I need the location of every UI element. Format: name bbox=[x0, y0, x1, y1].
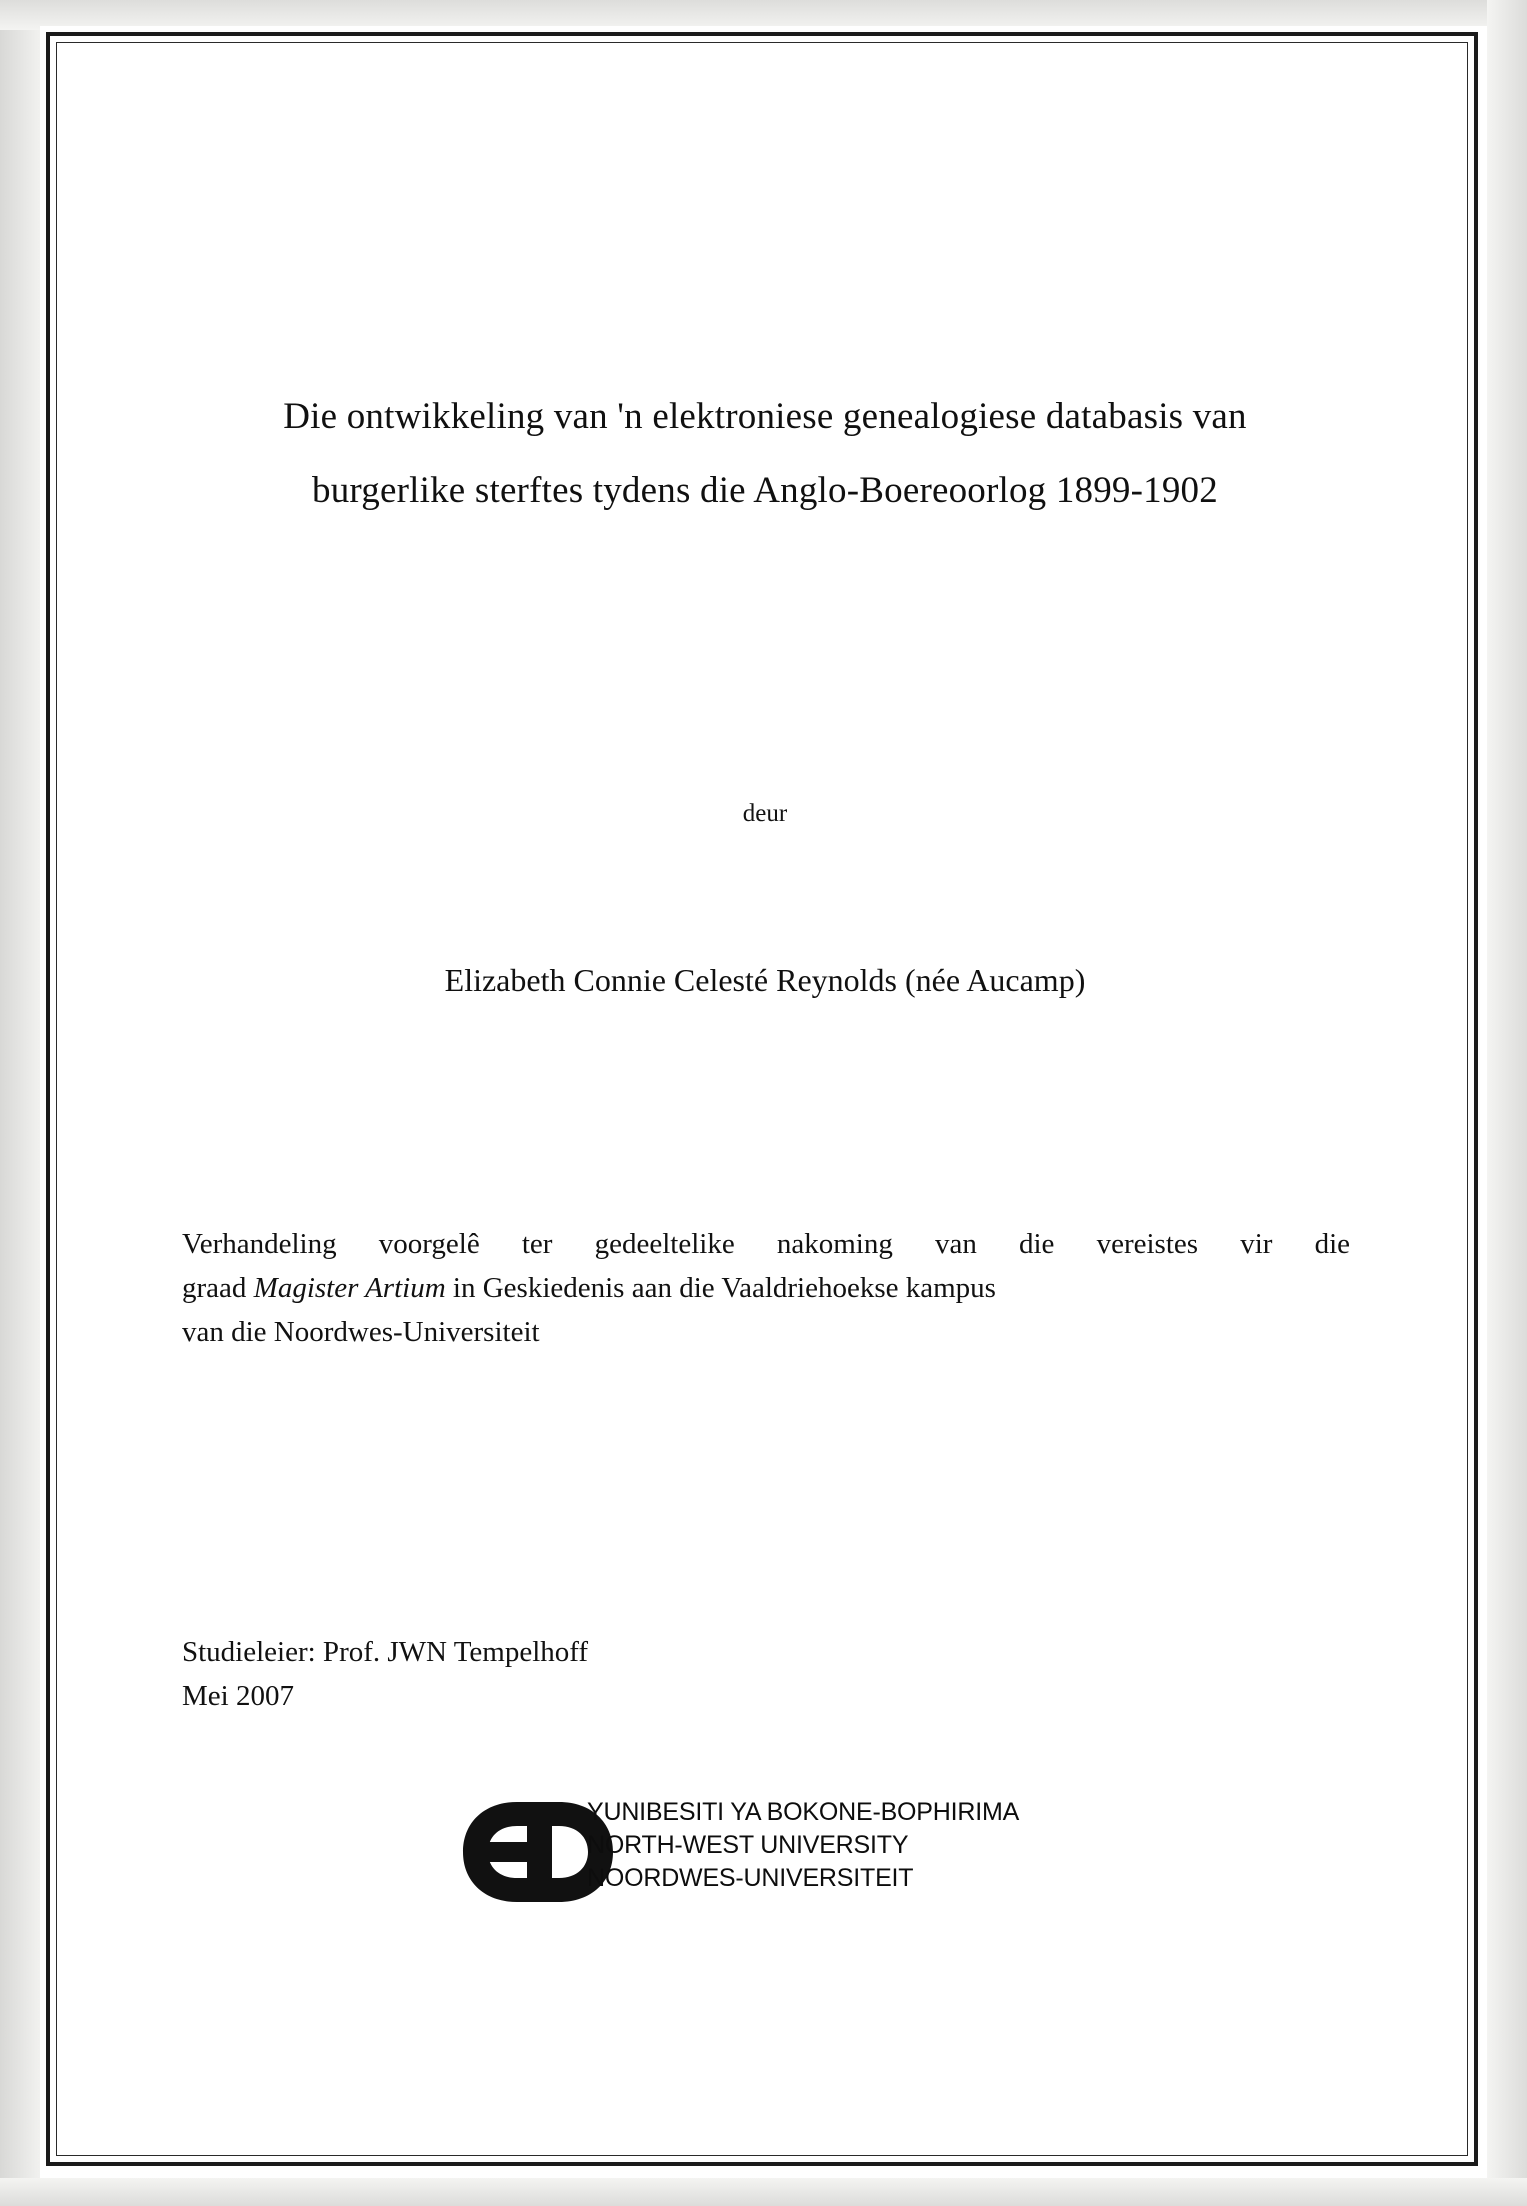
university-logo bbox=[455, 1790, 1095, 1920]
title-line-2: burgerlike sterftes tydens die Anglo-Boereoorlog 1899-1902 bbox=[312, 470, 1218, 511]
supervisor-block bbox=[182, 1630, 1082, 1718]
degree-statement-line-2-suffix: in Geskiedenis aan die Vaaldriehoekse kampus bbox=[445, 1272, 996, 1304]
logo-text-line-3: NOORDWES-UNIVERSITEIT bbox=[587, 1864, 914, 1892]
date-line: Mei 2007 bbox=[182, 1680, 294, 1712]
title-line-1: Die ontwikkeling van 'n elektroniese genealogiese databasis van bbox=[283, 396, 1247, 437]
degree-statement-line-2 bbox=[182, 1266, 1350, 1310]
supervisor-line: Studieleier: Prof. JWN Tempelhoff bbox=[182, 1636, 589, 1668]
author-name: Elizabeth Connie Celesté Reynolds (née Aucamp) bbox=[444, 962, 1086, 998]
page-title bbox=[175, 380, 1355, 528]
degree-statement bbox=[182, 1222, 1350, 1354]
university-logo-text bbox=[587, 1796, 1019, 1895]
degree-statement-line-1: Verhandeling voorgelê ter gedeeltelike nakoming van die vereistes vir die bbox=[182, 1228, 1350, 1260]
logo-text-line-1: YUNIBESITI YA BOKONE-BOPHIRIMA bbox=[587, 1798, 1020, 1826]
by-label: deur bbox=[742, 800, 788, 827]
degree-statement-line-2-prefix: graad bbox=[182, 1272, 254, 1304]
degree-name-italic: Magister Artium bbox=[253, 1272, 446, 1304]
logo-text-line-2: NORTH-WEST UNIVERSITY bbox=[587, 1831, 909, 1859]
degree-statement-line-3: van die Noordwes-Universiteit bbox=[182, 1316, 540, 1348]
